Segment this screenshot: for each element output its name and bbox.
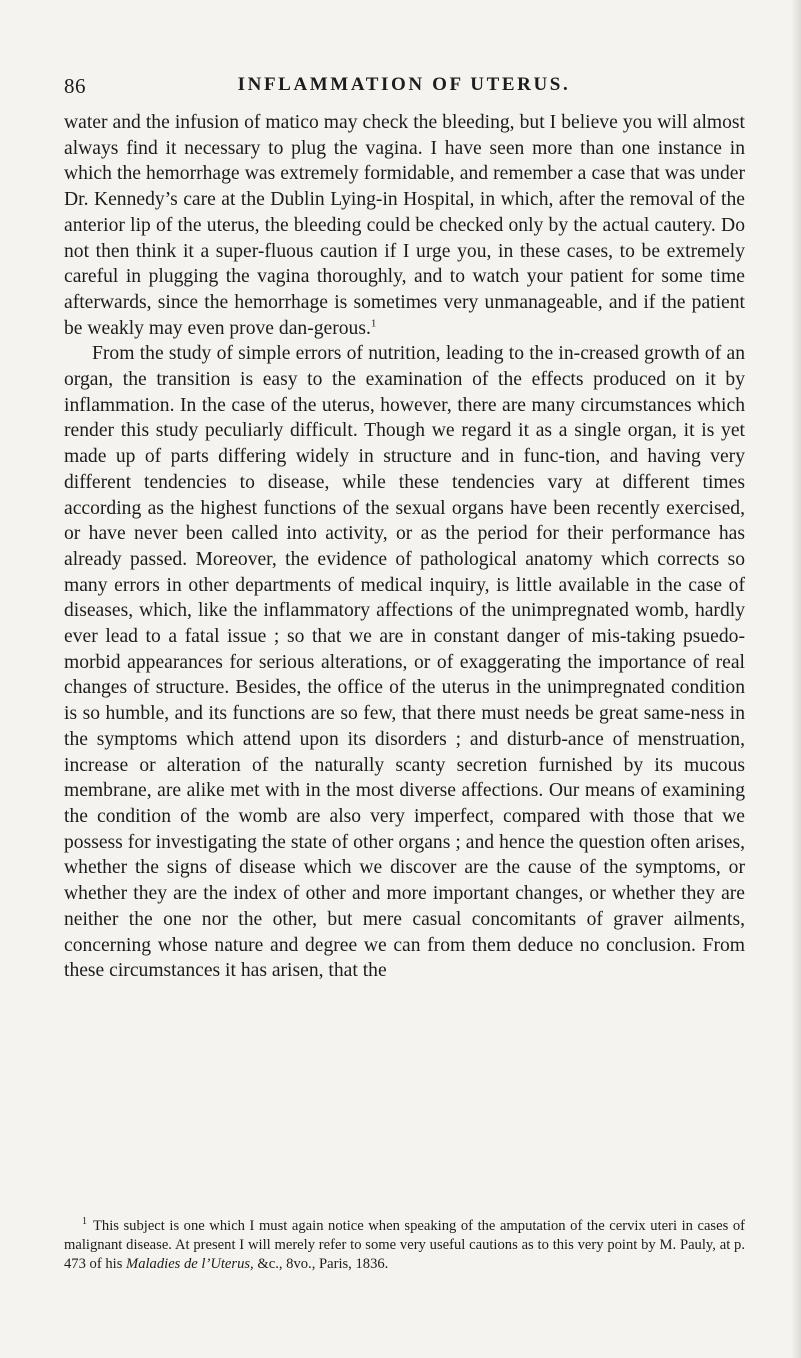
page-number: 86 — [64, 74, 86, 98]
page-edge-shadow — [791, 0, 801, 1358]
footnote-text: This subject is one which I must again notice when speaking of the amputation of the cervix uteri in cases of malignant disease. At present I will merely refer to some very useful cautions as to this very point by M. Pauly, at p. 473 of his — [64, 1218, 745, 1272]
footnote-reference[interactable]: 1 — [370, 317, 377, 330]
footnote-book-title: Maladies de l’Uterus, — [126, 1256, 254, 1272]
running-head — [64, 74, 744, 102]
running-title: INFLAMMATION OF UTERUS. — [237, 74, 571, 95]
body-text — [64, 110, 745, 984]
paragraph-text: water and the infusion of matico may check the bleeding, but I believe you will almost always find it necessary to plug the vagina. I have seen more than one instance in which the hemorrhage was extremely formidable, and remember a case that was under Dr. Kennedy’s care at the Dublin Lying-in Hospital, in which, after the removal of the anterior lip of the uterus, the bleeding could be checked only by the actual cautery. Do not then think it a super-fluous caution if I urge you, in these cases, to be extremely careful in plugging the vagina thoroughly, and to watch your patient for some time afterwards, since the hemorrhage is sometimes very unmanageable, and if the patient be weakly may even prove dan-gerous. — [64, 112, 745, 339]
footnote-mark: 1 — [82, 1216, 87, 1228]
footnotes — [64, 1217, 745, 1274]
paragraph-text: From the study of simple errors of nutrition, leading to the in-creased growth of an organ, the transition is easy to the examination of the effects produced on it by inflammation. In the case of the uterus, however, there are many circumstances which render this study peculiarly difficult. Though we regard it as a single organ, it is yet made up of parts differing widely in structure and in func-tion, and having very different tendencies to disease, while these tendencies vary at different times according as the highest functions of the sexual organs have been recently exercised, or have never been called into activity, or as the period for their performance has already passed. Moreover, the evidence of pathological anatomy which corrects so many errors in other departments of medical inquiry, is little available in the case of diseases, which, like the inflammatory affections of the unimpregnated womb, hardly ever lead to a fatal issue ; so that we are in constant danger of mis-taking psuedo-morbid appearances for serious alterations, or of exaggerating the importance of real changes of structure. Besides, the office of the uterus in the unimpregnated condition is so humble, and its functions are so few, that there must needs be great same-ness in the symptoms which attend upon its disorders ; and disturb-ance of menstruation, increase or alteration of the naturally scanty secretion furnished by its mucous membrane, are alike met with in the most diverse affections. Our means of examining the condition of the womb are also very imperfect, compared with those that we possess for investigating the state of other organs ; and hence the question often arises, whether the signs of disease which we discover are the cause of the symptoms, or whether they are the index of other and more important changes, or whether they are neither the one nor the other, but mere casual concomitants of graver ailments, concerning whose nature and degree we can from them deduce no conclusion. From these circumstances it has arisen, that the — [64, 343, 745, 982]
paragraph-inflammation-study — [64, 341, 745, 984]
paragraph-continuation — [64, 110, 745, 341]
footnote-citation-tail: &c., 8vo., Paris, 1836. — [257, 1256, 389, 1272]
footnote — [64, 1217, 745, 1274]
